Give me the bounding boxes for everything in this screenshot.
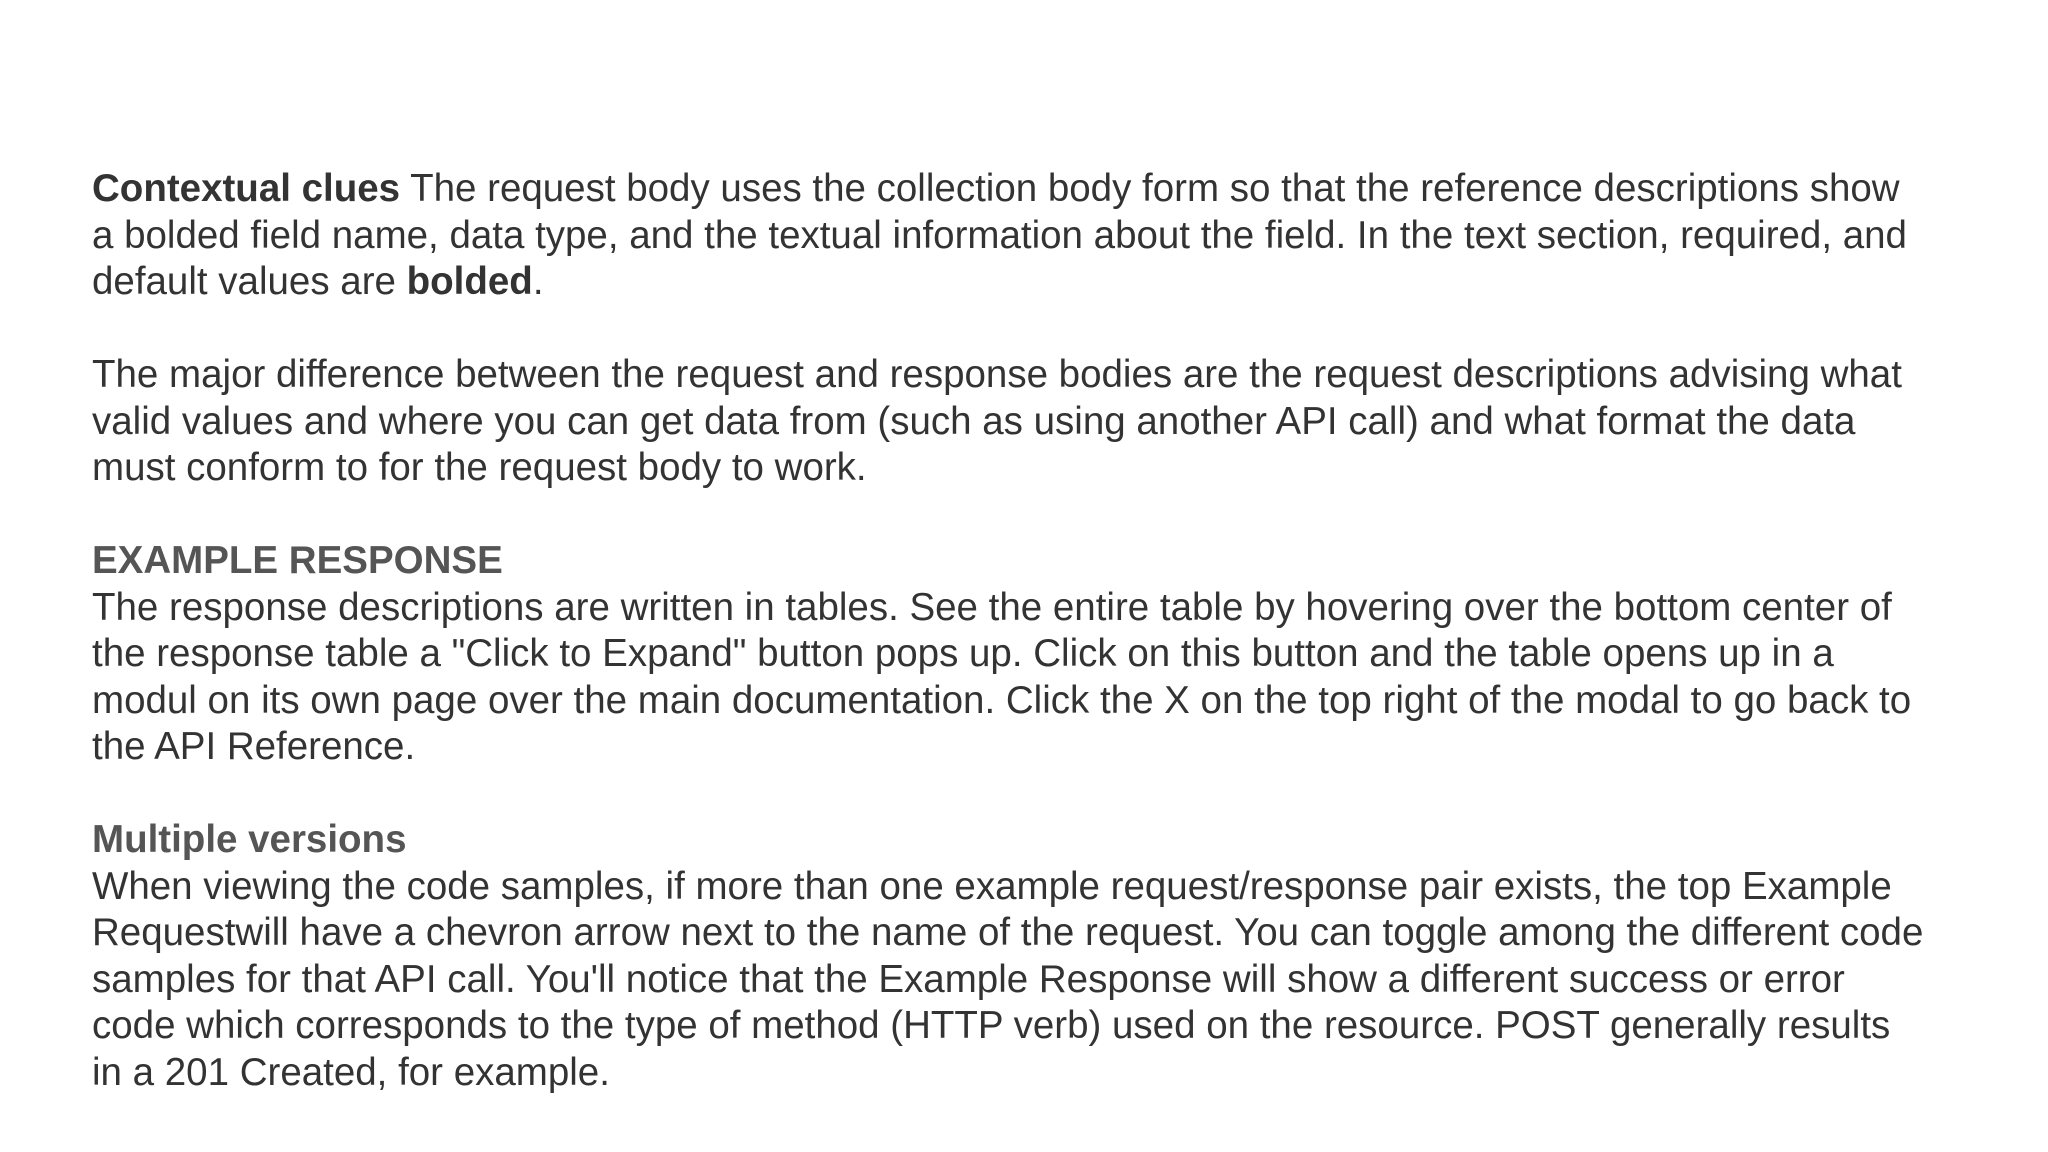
- multiple-versions-line-4: code which corresponds to the type of method (HTTP verb) used on the resource. POST generally results: [92, 1004, 1891, 1047]
- multiple-versions-line-1: When viewing the code samples, if more than one example request/response pair exists, the top Example: [92, 864, 1892, 908]
- difference-paragraph: [92, 352, 1972, 492]
- example-response-line-1: The response descriptions are written in tables. See the entire table by hovering over the bottom center of: [92, 585, 1892, 629]
- contextual-clues-line-2: a bolded field name, data type, and the textual information about the field. In the text section, required, and: [92, 213, 1907, 257]
- example-response-line-2: the response table a "Click to Expand" button pops up. Click on this button and the table opens up in a: [92, 632, 1834, 675]
- example-response-line-4: the API Reference.: [92, 725, 416, 768]
- example-response-section: [92, 538, 1972, 771]
- contextual-clues-paragraph: [92, 166, 1972, 306]
- multiple-versions-line-3: samples for that API call. You'll notice that the Example Response will show a different success or error: [92, 957, 1845, 1001]
- multiple-versions-line-2: Requestwill have a chevron arrow next to the name of the request. You can toggle among the different code: [92, 911, 1924, 954]
- multiple-versions-line-5: in a 201 Created, for example.: [92, 1050, 610, 1094]
- contextual-clues-heading: Contextual clues: [92, 167, 401, 210]
- multiple-versions-heading: Multiple versions: [92, 818, 407, 861]
- contextual-clues-line-3-suffix: .: [532, 260, 544, 303]
- contextual-clues-line-3-prefix: default values are: [92, 260, 407, 303]
- contextual-clues-line-3: [92, 259, 1972, 306]
- contextual-clues-line-1: [92, 166, 1972, 213]
- contextual-clues-line-1-text: The request body uses the collection body form so that the reference descriptions show: [400, 167, 1900, 210]
- bolded-word: bolded: [406, 260, 533, 303]
- slide-body: [92, 166, 1972, 1096]
- difference-line-2: valid values and where you can get data from (such as using another API call) and what format the data: [92, 399, 1856, 443]
- difference-line-1: The major difference between the request and response bodies are the request descriptions advising what: [92, 353, 1902, 396]
- difference-line-3: must conform to for the request body to work.: [92, 446, 867, 489]
- example-response-heading: EXAMPLE RESPONSE: [92, 539, 503, 582]
- example-response-line-3: modul on its own page over the main documentation. Click the X on the top right of the modal to go back to: [92, 678, 1912, 722]
- multiple-versions-section: [92, 817, 1972, 1096]
